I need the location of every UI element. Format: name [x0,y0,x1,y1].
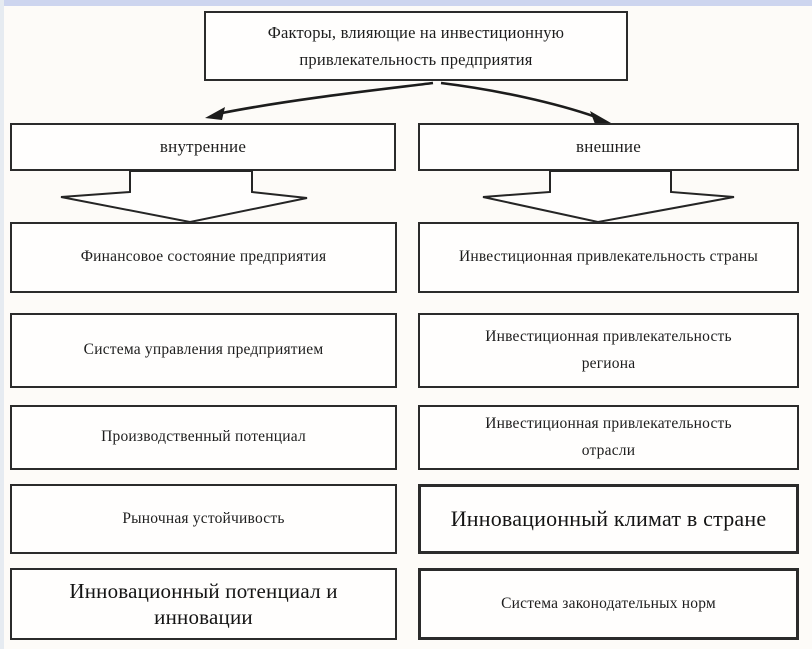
factor-box-external-innovation-climate [418,484,799,554]
root-factor-label: Факторы, влияющие на инвестиционную привлекательность предприятия [267,22,565,69]
factor-label: Производственный потенциал [101,428,306,446]
factor-label: Рыночная устойчивость [122,509,285,527]
root-factor-box [204,11,628,81]
block-arrow-down-right-icon [475,170,745,224]
branch-label-internal: внутренние [159,136,247,156]
factor-box-external-region [418,313,799,388]
factor-box-internal-market-stability [10,484,397,554]
factor-box-external-legal-norms [418,568,799,640]
factor-label: Система управления предприятием [83,341,324,359]
factor-label: Финансовое состояние предприятия [80,248,327,266]
factor-label: Инвестиционная привлекательность региона [485,328,732,372]
factor-box-internal-innovation-potential [10,568,397,640]
factor-box-internal-production [10,405,397,470]
factor-box-external-industry [418,405,799,470]
factor-label: Инвестиционная привлекательность страны [458,248,759,266]
factor-box-internal-finance [10,222,397,293]
factor-label: Инновационный потенциал и инновации [69,578,338,629]
factor-label: Система законодательных норм [501,594,716,612]
branch-box-external [418,123,799,171]
factor-label: Инновационный климат в стране [450,505,767,531]
block-arrow-down-left-icon [55,170,350,224]
factor-label: Инвестиционная привлекательность отрасли [485,415,732,459]
branch-box-internal [10,123,396,171]
branch-label-external: внешние [576,136,641,156]
factor-box-internal-management [10,313,397,388]
factor-box-external-country [418,222,799,293]
top-edge-strip [0,0,812,6]
